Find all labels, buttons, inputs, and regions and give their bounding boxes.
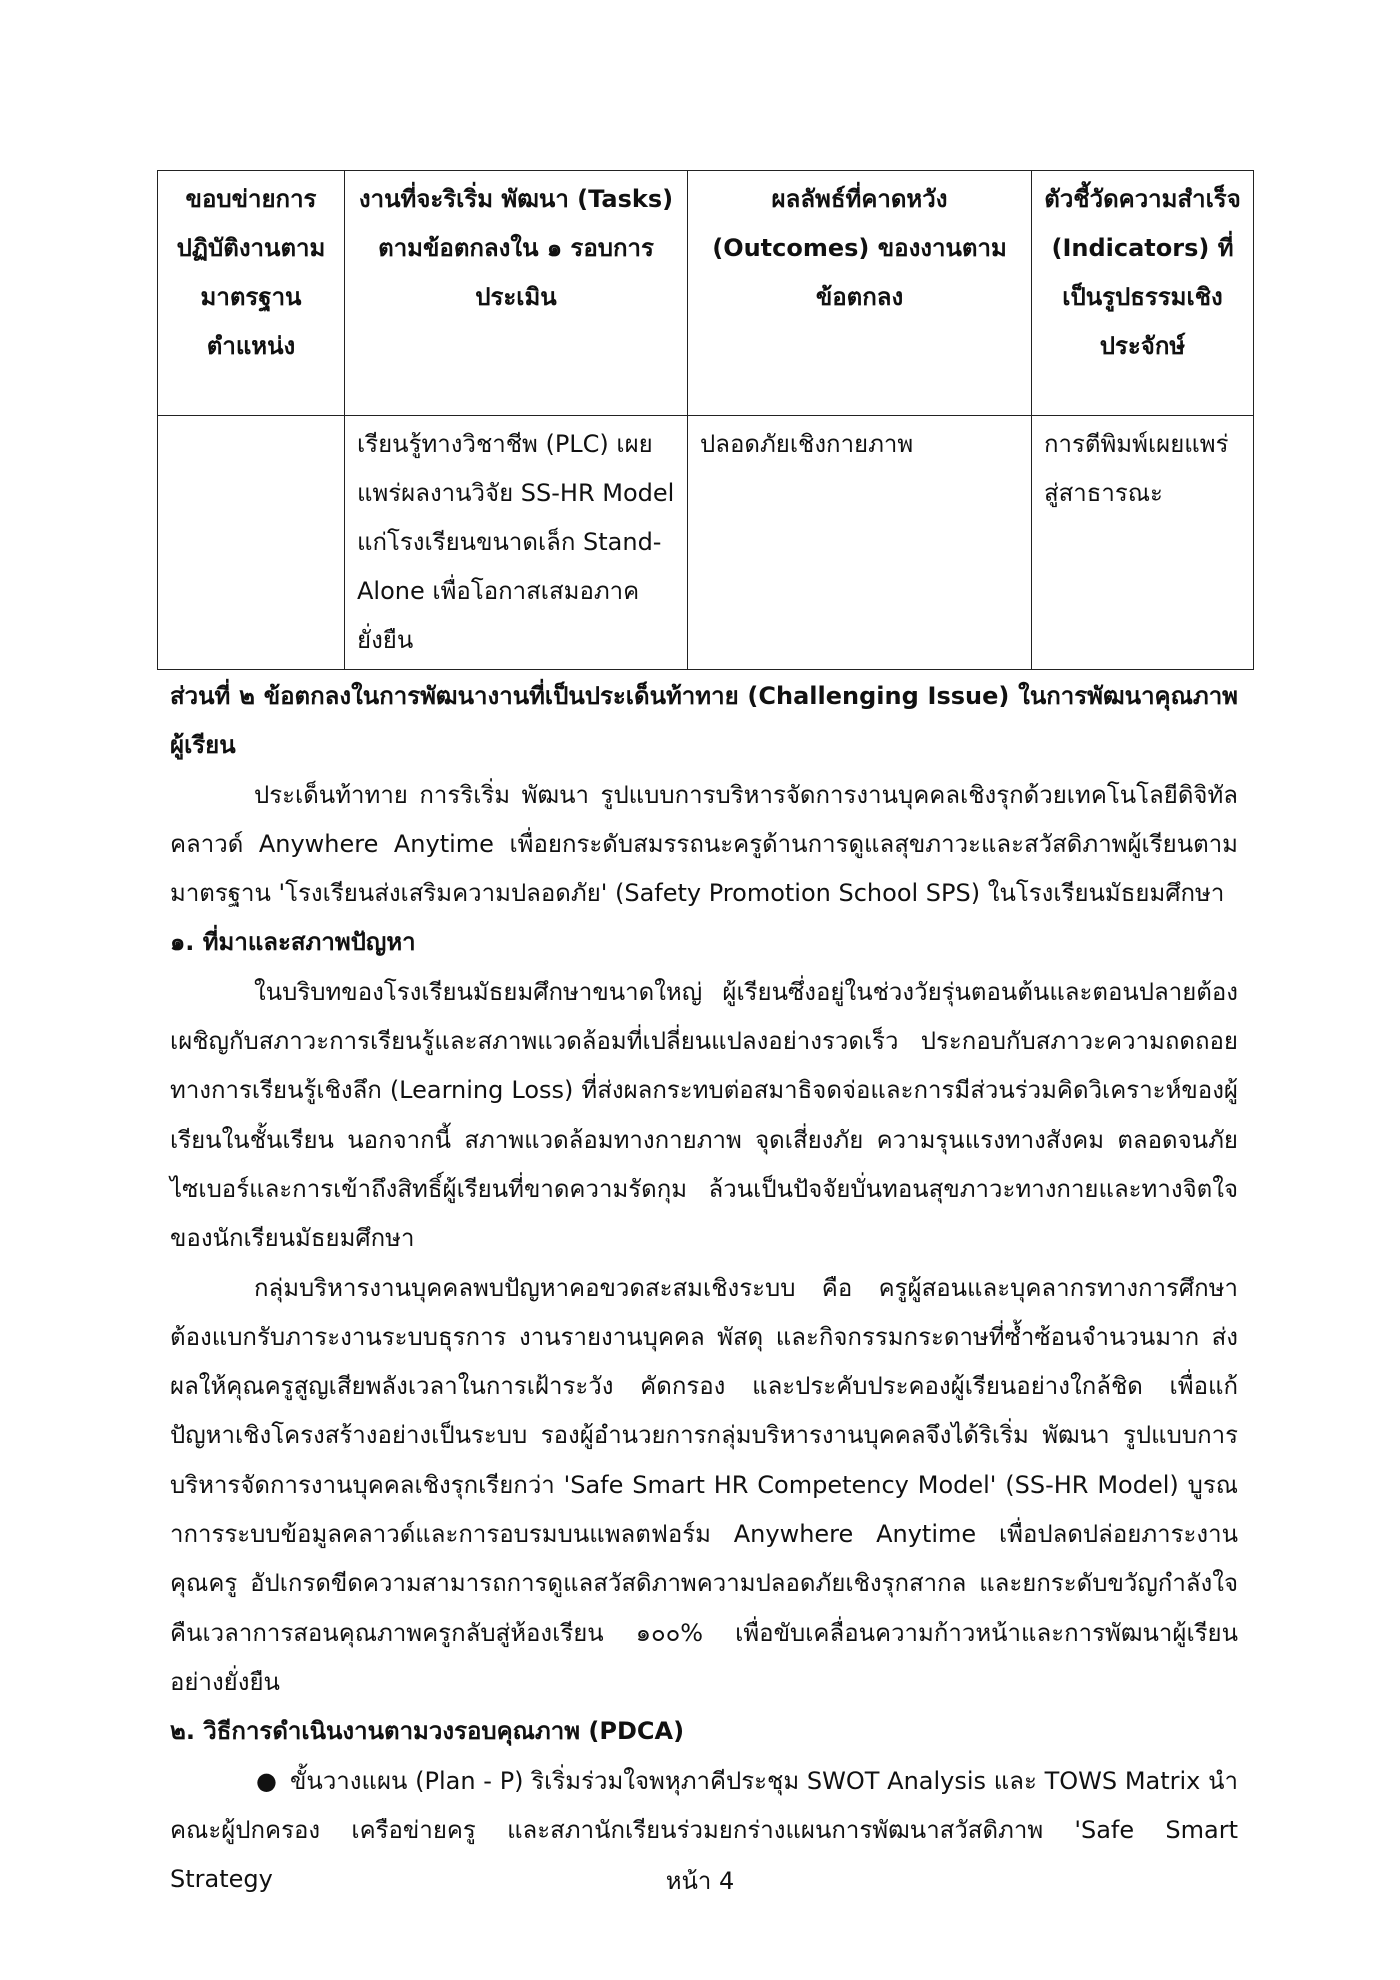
page-number: หน้า 4 [665, 1867, 735, 1895]
cell-tasks: เรียนรู้ทางวิชาชีพ (PLC) เผยแพร่ผลงานวิจัย SS-HR Model แก่โรงเรียนขนาดเล็ก Stand-Alone เพื่อโอกาสเสมอภาคยั่งยืน [345, 416, 688, 670]
agreement-table [157, 170, 1254, 670]
header-tasks: งานที่จะริเริ่ม พัฒนา (Tasks) ตามข้อตกลงใน ๑ รอบการประเมิน [345, 171, 688, 416]
header-indicators: ตัวชี้วัดความสำเร็จ (Indicators) ที่เป็นรูปธรรมเชิงประจักษ์ [1032, 171, 1254, 416]
topic2-heading: ๒. วิธีการดำเนินงานตามวงรอบคุณภาพ (PDCA) [170, 1717, 685, 1746]
table-row [158, 416, 1254, 670]
header-outcomes: ผลลัพธ์ที่คาดหวัง (Outcomes) ของงานตามข้อตกลง [688, 171, 1032, 416]
cell-indicators: การตีพิมพ์เผยแพร่สู่สาธารณะ [1032, 416, 1254, 670]
bullet-icon: ● [256, 1766, 277, 1795]
section2-heading: ส่วนที่ ๒ ข้อตกลงในการพัฒนางานที่เป็นประเด็นท้าทาย (Challenging Issue) ในการพัฒนาคุณภาพผู้เรียน [170, 682, 1238, 760]
cell-outcomes: ปลอดภัยเชิงกายภาพ [688, 416, 1032, 670]
header-scope: ขอบข่ายการปฏิบัติงานตามมาตรฐานตำแหน่ง [158, 171, 345, 416]
topic1-paragraph-1: ในบริบทของโรงเรียนมัธยมศึกษาขนาดใหญ่ ผู้เรียนซึ่งอยู่ในช่วงวัยรุ่นตอนต้นและตอนปลายต้องเผชิญกับสภาวะการเรียนรู้และสภาพแวดล้อมที่เปลี่ยนแปลงอย่างรวดเร็ว ประกอบกับสภาวะความถดถอยทางการเรียนรู้เชิงลึก (Learning Loss) ที่ส่งผลกระทบต่อสมาธิจดจ่อและการมีส่วนร่วมคิดวิเคราะห์ของผู้เรียนในชั้นเรียน นอกจากนี้ สภาพแวดล้อมทางกายภาพ จุดเสี่ยงภัย ความรุนแรงทางสังคม ตลอดจนภัยไซเบอร์และการเข้าถึงสิทธิ์ผู้เรียนที่ขาดความรัดกุม ล้วนเป็นปัจจัยบั่นทอนสุขภาวะทางกายและทางจิตใจของนักเรียนมัธยมศึกษา [170, 977, 1238, 1253]
challenging-issue-paragraph: ประเด็นท้าทาย การริเริ่ม พัฒนา รูปแบบการบริหารจัดการงานบุคคลเชิงรุกด้วยเทคโนโลยีดิจิทัลคลาวด์ Anywhere Anytime เพื่อยกระดับสมรรถนะครูด้านการดูแลสุขภาวะและสวัสดิภาพผู้เรียนตามมาตรฐาน 'โรงเรียนส่งเสริมความปลอดภัย' (Safety Promotion School SPS) ในโรงเรียนมัธยมศึกษา [170, 780, 1238, 908]
pdca-plan-text: ขั้นวางแผน (Plan - P) ริเริ่มร่วมใจพหุภาคีประชุม SWOT Analysis และ TOWS Matrix นำคณะผู้ปกครอง เครือข่ายครู และสภานักเรียนร่วมยกร่างแผนการพัฒนาสวัสดิภาพ 'Safe Smart Strategy [170, 1766, 1238, 1894]
table-header-row [158, 171, 1254, 416]
topic1-paragraph-2: กลุ่มบริหารงานบุคคลพบปัญหาคอขวดสะสมเชิงระบบ คือ ครูผู้สอนและบุคลากรทางการศึกษาต้องแบกรับภาระงานระบบธุรการ งานรายงานบุคคล พัสดุ และกิจกรรมกระดาษที่ซ้ำซ้อนจำนวนมาก ส่งผลให้คุณครูสูญเสียพลังเวลาในการเฝ้าระวัง คัดกรอง และประคับประคองผู้เรียนอย่างใกล้ชิด เพื่อแก้ปัญหาเชิงโครงสร้างอย่างเป็นระบบ รองผู้อำนวยการกลุ่มบริหารงานบุคคลจึงได้ริเริ่ม พัฒนา รูปแบบการบริหารจัดการงานบุคคลเชิงรุกเรียกว่า 'Safe Smart HR Competency Model' (SS-HR Model) บูรณาการระบบข้อมูลคลาวด์และการอบรมบนแพลตฟอร์ม Anywhere Anytime เพื่อปลดปล่อยภาระงานคุณครู อัปเกรดขีดความสามารถการดูแลสวัสดิภาพความปลอดภัยเชิงรุกสากล และยกระดับขวัญกำลังใจคืนเวลาการสอนคุณภาพครูกลับสู่ห้องเรียน ๑๐๐% เพื่อขับเคลื่อนความก้าวหน้าและการพัฒนาผู้เรียนอย่างยั่งยืน [170, 1273, 1238, 1696]
body-text [170, 672, 1238, 1904]
cell-scope [158, 416, 345, 670]
topic1-heading: ๑. ที่มาและสภาพปัญหา [170, 928, 416, 957]
